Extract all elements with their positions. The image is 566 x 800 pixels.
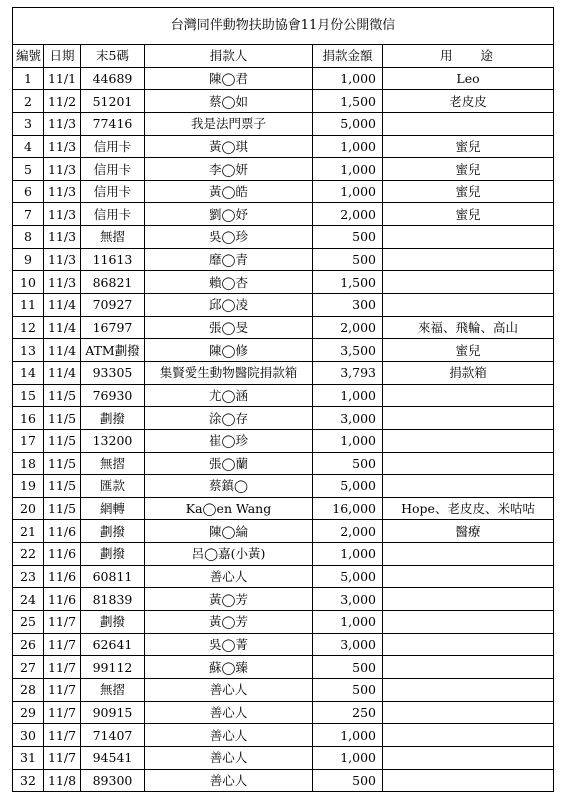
cell-usage xyxy=(383,656,554,679)
cell-usage xyxy=(383,112,554,135)
cell-no: 15 xyxy=(13,384,44,407)
cell-date: 11/7 xyxy=(44,633,81,656)
cell-last5: 13200 xyxy=(81,429,145,452)
cell-date: 11/5 xyxy=(44,407,81,430)
cell-usage: 蜜兒 xyxy=(383,339,554,362)
table-row xyxy=(13,112,554,135)
cell-last5: 70927 xyxy=(81,294,145,317)
cell-usage xyxy=(383,678,554,701)
cell-date: 11/4 xyxy=(44,361,81,384)
cell-date: 11/4 xyxy=(44,316,81,339)
cell-donor: 善心人 xyxy=(145,678,313,701)
cell-amount: 300 xyxy=(313,294,383,317)
cell-usage: 蜜兒 xyxy=(383,203,554,226)
cell-donor: 賴◯杏 xyxy=(145,271,313,294)
cell-amount: 1,000 xyxy=(313,611,383,634)
cell-donor: 張◯蘭 xyxy=(145,452,313,475)
table-row xyxy=(13,384,554,407)
cell-no: 10 xyxy=(13,271,44,294)
cell-amount: 3,500 xyxy=(313,339,383,362)
cell-last5: 94541 xyxy=(81,746,145,769)
cell-usage: 蜜兒 xyxy=(383,135,554,158)
cell-date: 11/6 xyxy=(44,520,81,543)
cell-donor: 集賢愛生動物醫院捐款箱 xyxy=(145,361,313,384)
cell-last5: 62641 xyxy=(81,633,145,656)
cell-last5: 44689 xyxy=(81,67,145,90)
cell-no: 2 xyxy=(13,90,44,113)
table-row xyxy=(13,701,554,724)
cell-amount: 3,000 xyxy=(313,588,383,611)
cell-date: 11/7 xyxy=(44,656,81,679)
cell-usage: 蜜兒 xyxy=(383,180,554,203)
cell-donor: 邱◯凌 xyxy=(145,294,313,317)
cell-amount: 1,000 xyxy=(313,429,383,452)
cell-no: 8 xyxy=(13,226,44,249)
cell-donor: 尤◯涵 xyxy=(145,384,313,407)
cell-date: 11/5 xyxy=(44,452,81,475)
cell-amount: 5,000 xyxy=(313,112,383,135)
cell-last5: 76930 xyxy=(81,384,145,407)
cell-amount: 1,000 xyxy=(313,135,383,158)
cell-donor: 善心人 xyxy=(145,769,313,792)
cell-usage xyxy=(383,769,554,792)
table-row xyxy=(13,678,554,701)
cell-last5: 90915 xyxy=(81,701,145,724)
cell-donor: 陳◯君 xyxy=(145,67,313,90)
cell-date: 11/3 xyxy=(44,226,81,249)
cell-amount: 3,000 xyxy=(313,407,383,430)
cell-no: 19 xyxy=(13,475,44,498)
cell-donor: 蘇◯臻 xyxy=(145,656,313,679)
cell-last5: 93305 xyxy=(81,361,145,384)
cell-usage: Leo xyxy=(383,67,554,90)
cell-donor: 蔡鎮◯ xyxy=(145,475,313,498)
cell-no: 28 xyxy=(13,678,44,701)
table-row xyxy=(13,316,554,339)
cell-last5: 16797 xyxy=(81,316,145,339)
table-row xyxy=(13,565,554,588)
cell-last5: 劃撥 xyxy=(81,611,145,634)
cell-no: 13 xyxy=(13,339,44,362)
cell-amount: 1,500 xyxy=(313,271,383,294)
cell-date: 11/7 xyxy=(44,678,81,701)
cell-last5: 信用卡 xyxy=(81,180,145,203)
table-row xyxy=(13,475,554,498)
table-row xyxy=(13,180,554,203)
cell-usage xyxy=(383,633,554,656)
table-row xyxy=(13,429,554,452)
table-row xyxy=(13,724,554,747)
cell-usage: 老皮皮 xyxy=(383,90,554,113)
cell-no: 3 xyxy=(13,112,44,135)
cell-no: 32 xyxy=(13,769,44,792)
cell-date: 11/3 xyxy=(44,271,81,294)
cell-usage xyxy=(383,384,554,407)
cell-last5: 匯款 xyxy=(81,475,145,498)
table-row xyxy=(13,135,554,158)
cell-no: 30 xyxy=(13,724,44,747)
cell-date: 11/5 xyxy=(44,384,81,407)
cell-date: 11/3 xyxy=(44,180,81,203)
table-row xyxy=(13,158,554,181)
cell-donor: 蔡◯如 xyxy=(145,90,313,113)
header-no: 編號 xyxy=(13,45,44,68)
cell-no: 5 xyxy=(13,158,44,181)
cell-usage xyxy=(383,271,554,294)
donation-rows xyxy=(13,67,554,792)
donation-table xyxy=(12,7,554,792)
table-row xyxy=(13,294,554,317)
cell-donor: 黃◯芳 xyxy=(145,588,313,611)
cell-no: 23 xyxy=(13,565,44,588)
table-row xyxy=(13,543,554,566)
cell-last5: 89300 xyxy=(81,769,145,792)
cell-last5: 劃撥 xyxy=(81,520,145,543)
cell-no: 1 xyxy=(13,67,44,90)
cell-no: 29 xyxy=(13,701,44,724)
cell-amount: 500 xyxy=(313,226,383,249)
cell-donor: 劉◯妤 xyxy=(145,203,313,226)
cell-amount: 500 xyxy=(313,678,383,701)
cell-last5: 信用卡 xyxy=(81,135,145,158)
cell-date: 11/4 xyxy=(44,339,81,362)
cell-no: 9 xyxy=(13,248,44,271)
cell-amount: 500 xyxy=(313,452,383,475)
cell-last5: 無摺 xyxy=(81,452,145,475)
cell-usage: 來福、飛輪、高山 xyxy=(383,316,554,339)
cell-donor: 陳◯綸 xyxy=(145,520,313,543)
cell-amount: 1,000 xyxy=(313,384,383,407)
cell-no: 22 xyxy=(13,543,44,566)
cell-donor: 黃◯琪 xyxy=(145,135,313,158)
cell-last5: 77416 xyxy=(81,112,145,135)
cell-last5: 無摺 xyxy=(81,678,145,701)
donation-sheet xyxy=(12,7,553,792)
cell-date: 11/6 xyxy=(44,543,81,566)
cell-last5: 81839 xyxy=(81,588,145,611)
cell-amount: 5,000 xyxy=(313,475,383,498)
cell-donor: Ka◯en Wang xyxy=(145,497,313,520)
cell-date: 11/5 xyxy=(44,497,81,520)
cell-donor: 涂◯存 xyxy=(145,407,313,430)
cell-donor: 善心人 xyxy=(145,724,313,747)
cell-donor: 李◯妍 xyxy=(145,158,313,181)
cell-donor: 黃◯芳 xyxy=(145,611,313,634)
cell-amount: 2,000 xyxy=(313,520,383,543)
table-row xyxy=(13,203,554,226)
cell-amount: 1,000 xyxy=(313,67,383,90)
cell-date: 11/2 xyxy=(44,90,81,113)
cell-usage xyxy=(383,475,554,498)
table-row xyxy=(13,633,554,656)
cell-amount: 3,793 xyxy=(313,361,383,384)
cell-usage xyxy=(383,294,554,317)
cell-no: 11 xyxy=(13,294,44,317)
table-row xyxy=(13,407,554,430)
cell-date: 11/1 xyxy=(44,67,81,90)
cell-donor: 善心人 xyxy=(145,746,313,769)
header-row xyxy=(13,45,554,68)
cell-donor: 吳◯珍 xyxy=(145,226,313,249)
cell-date: 11/7 xyxy=(44,701,81,724)
cell-usage xyxy=(383,565,554,588)
header-amount: 捐款金額 xyxy=(313,45,383,68)
cell-amount: 2,000 xyxy=(313,316,383,339)
table-row xyxy=(13,769,554,792)
cell-date: 11/7 xyxy=(44,724,81,747)
cell-date: 11/3 xyxy=(44,135,81,158)
cell-donor: 陳◯修 xyxy=(145,339,313,362)
cell-donor: 善心人 xyxy=(145,701,313,724)
cell-date: 11/7 xyxy=(44,746,81,769)
cell-usage xyxy=(383,701,554,724)
cell-amount: 2,000 xyxy=(313,203,383,226)
cell-usage xyxy=(383,452,554,475)
cell-usage xyxy=(383,407,554,430)
cell-usage: 捐款箱 xyxy=(383,361,554,384)
cell-amount: 1,000 xyxy=(313,746,383,769)
cell-last5: 60811 xyxy=(81,565,145,588)
table-row xyxy=(13,226,554,249)
table-row xyxy=(13,520,554,543)
cell-donor: 黃◯皓 xyxy=(145,180,313,203)
cell-no: 17 xyxy=(13,429,44,452)
cell-donor: 呂◯嘉(小黃) xyxy=(145,543,313,566)
cell-last5: 51201 xyxy=(81,90,145,113)
cell-donor: 吳◯菁 xyxy=(145,633,313,656)
cell-date: 11/6 xyxy=(44,565,81,588)
cell-last5: 71407 xyxy=(81,724,145,747)
cell-amount: 500 xyxy=(313,656,383,679)
cell-date: 11/7 xyxy=(44,611,81,634)
cell-usage xyxy=(383,588,554,611)
cell-last5: 信用卡 xyxy=(81,158,145,181)
cell-no: 14 xyxy=(13,361,44,384)
cell-no: 16 xyxy=(13,407,44,430)
cell-no: 21 xyxy=(13,520,44,543)
cell-no: 18 xyxy=(13,452,44,475)
cell-date: 11/8 xyxy=(44,769,81,792)
table-row xyxy=(13,248,554,271)
cell-amount: 500 xyxy=(313,248,383,271)
cell-usage xyxy=(383,611,554,634)
table-row xyxy=(13,656,554,679)
cell-no: 20 xyxy=(13,497,44,520)
header-usage: 用途 xyxy=(383,45,554,68)
cell-no: 27 xyxy=(13,656,44,679)
cell-usage xyxy=(383,746,554,769)
cell-last5: 劃撥 xyxy=(81,407,145,430)
cell-no: 25 xyxy=(13,611,44,634)
cell-amount: 16,000 xyxy=(313,497,383,520)
cell-donor: 善心人 xyxy=(145,565,313,588)
cell-amount: 1,000 xyxy=(313,543,383,566)
cell-date: 11/3 xyxy=(44,203,81,226)
table-row xyxy=(13,497,554,520)
cell-date: 11/3 xyxy=(44,112,81,135)
cell-last5: 劃撥 xyxy=(81,543,145,566)
header-date: 日期 xyxy=(44,45,81,68)
cell-amount: 1,500 xyxy=(313,90,383,113)
cell-date: 11/4 xyxy=(44,294,81,317)
cell-amount: 250 xyxy=(313,701,383,724)
cell-no: 12 xyxy=(13,316,44,339)
cell-last5: 信用卡 xyxy=(81,203,145,226)
cell-usage xyxy=(383,226,554,249)
table-row xyxy=(13,588,554,611)
header-donor: 捐款人 xyxy=(145,45,313,68)
cell-usage xyxy=(383,248,554,271)
cell-amount: 1,000 xyxy=(313,158,383,181)
cell-amount: 5,000 xyxy=(313,565,383,588)
cell-no: 6 xyxy=(13,180,44,203)
table-row xyxy=(13,452,554,475)
cell-usage: 蜜兒 xyxy=(383,158,554,181)
cell-donor: 崔◯珍 xyxy=(145,429,313,452)
cell-donor: 我是法門票子 xyxy=(145,112,313,135)
cell-usage xyxy=(383,429,554,452)
cell-date: 11/3 xyxy=(44,248,81,271)
cell-date: 11/5 xyxy=(44,429,81,452)
cell-amount: 3,000 xyxy=(313,633,383,656)
page-title: 台灣同伴動物扶助協會11月份公開徵信 xyxy=(13,8,554,45)
table-row xyxy=(13,90,554,113)
cell-date: 11/6 xyxy=(44,588,81,611)
cell-amount: 500 xyxy=(313,769,383,792)
cell-amount: 1,000 xyxy=(313,724,383,747)
cell-amount: 1,000 xyxy=(313,180,383,203)
cell-no: 7 xyxy=(13,203,44,226)
cell-last5: 86821 xyxy=(81,271,145,294)
cell-no: 4 xyxy=(13,135,44,158)
cell-date: 11/5 xyxy=(44,475,81,498)
table-row xyxy=(13,611,554,634)
table-row xyxy=(13,67,554,90)
cell-usage xyxy=(383,543,554,566)
table-row xyxy=(13,339,554,362)
cell-usage: 醫療 xyxy=(383,520,554,543)
cell-no: 26 xyxy=(13,633,44,656)
cell-date: 11/3 xyxy=(44,158,81,181)
cell-last5: 網轉 xyxy=(81,497,145,520)
cell-last5: 99112 xyxy=(81,656,145,679)
cell-donor: 張◯旻 xyxy=(145,316,313,339)
cell-last5: 11613 xyxy=(81,248,145,271)
cell-last5: ATM劃撥 xyxy=(81,339,145,362)
cell-last5: 無摺 xyxy=(81,226,145,249)
table-row xyxy=(13,746,554,769)
table-row xyxy=(13,271,554,294)
header-last5: 末5碼 xyxy=(81,45,145,68)
table-row xyxy=(13,361,554,384)
cell-usage: Hope、老皮皮、米咕咕 xyxy=(383,497,554,520)
cell-no: 24 xyxy=(13,588,44,611)
cell-usage xyxy=(383,724,554,747)
cell-no: 31 xyxy=(13,746,44,769)
cell-donor: 靡◯青 xyxy=(145,248,313,271)
